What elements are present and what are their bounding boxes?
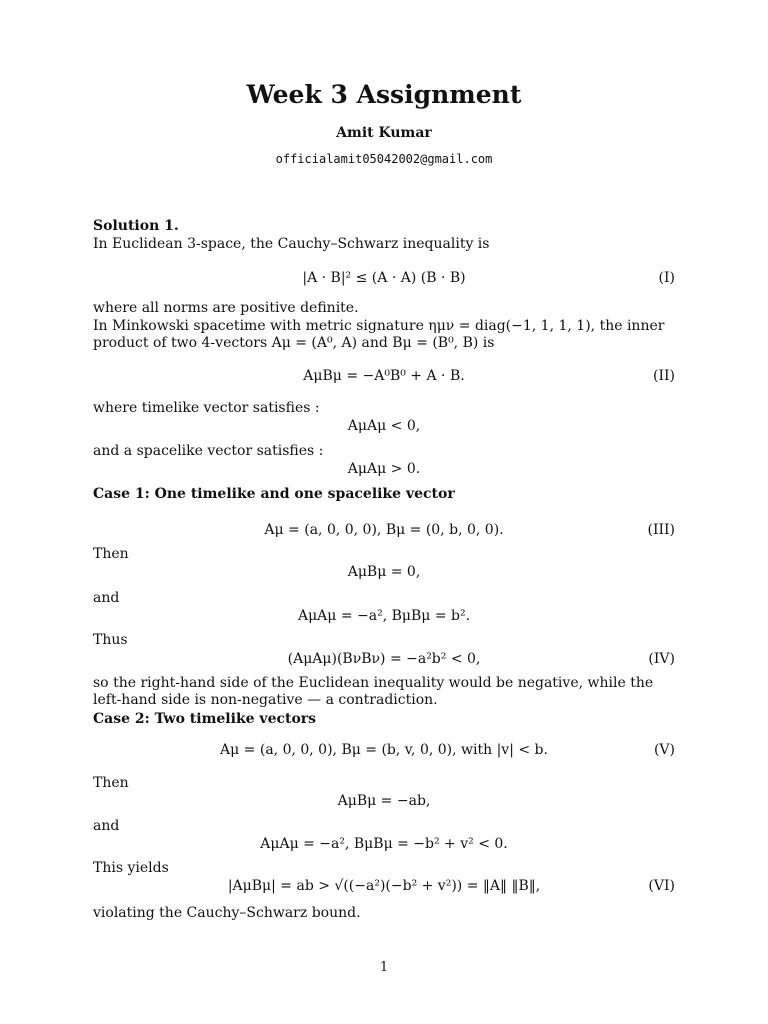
- spacelike-equation: AμAμ > 0.: [347, 461, 421, 477]
- then-equation-1: AμBμ = 0,: [347, 564, 421, 580]
- timelike-equation: AμAμ < 0,: [347, 418, 421, 434]
- case-2-heading: Case 2: Two timelike vectors: [93, 711, 317, 727]
- author-name: Amit Kumar: [336, 125, 432, 141]
- thus-text: Thus: [93, 632, 128, 648]
- solution-heading: Solution 1.: [93, 218, 179, 234]
- equation-6-tag: (VI): [648, 878, 675, 894]
- minkowski-text: In Minkowski spacetime with metric signature ημν = diag(−1, 1, 1, 1), the inner product of two 4-vectors Aμ = (A⁰, A) and Bμ = (B⁰, B) is: [93, 318, 665, 351]
- page-title: Week 3 Assignment: [246, 80, 522, 109]
- yields-text: This yields: [93, 860, 169, 876]
- equation-1: |A · B|² ≤ (A · A) (B · B): [302, 270, 466, 286]
- then-text-1: Then: [93, 546, 129, 562]
- equation-3: Aμ = (a, 0, 0, 0), Bμ = (0, b, 0, 0).: [264, 522, 504, 538]
- then-text-2: Then: [93, 775, 129, 791]
- page-number: 1: [379, 960, 389, 975]
- equation-4-tag: (IV): [648, 651, 675, 667]
- final-text: violating the Cauchy–Schwarz bound.: [93, 905, 361, 921]
- then-equation-2: AμBμ = −ab,: [337, 793, 431, 809]
- equation-2-tag: (II): [653, 368, 675, 384]
- and-equation-2: AμAμ = −a², BμBμ = −b² + v² < 0.: [260, 836, 508, 852]
- equation-1-tag: (I): [658, 270, 675, 286]
- equation-2: AμBμ = −A⁰B⁰ + A · B.: [303, 368, 465, 384]
- spacelike-text: and a spacelike vector satisfies :: [93, 443, 324, 459]
- author-email: officialamit05042002@gmail.com: [275, 152, 493, 166]
- equation-3-tag: (III): [647, 522, 675, 538]
- norms-text: where all norms are positive definite.: [93, 300, 359, 316]
- equation-6: |AμBμ| = ab > √((−a²)(−b² + v²)) = ‖A‖ ‖B‖,: [227, 878, 541, 894]
- and-text-2: and: [93, 818, 120, 834]
- and-equation-1: AμAμ = −a², BμBμ = b².: [297, 608, 471, 624]
- case-1-heading: Case 1: One timelike and one spacelike vector: [93, 486, 455, 502]
- equation-5: Aμ = (a, 0, 0, 0), Bμ = (b, v, 0, 0), with |v| < b.: [220, 742, 548, 758]
- case-1-conclusion: so the right-hand side of the Euclidean inequality would be negative, while the left-hand side is non-negative — a contradiction.: [93, 675, 654, 708]
- and-text-1: and: [93, 590, 120, 606]
- equation-4: (AμAμ)(BνBν) = −a²b² < 0,: [287, 651, 481, 667]
- timelike-text: where timelike vector satisfies :: [93, 400, 320, 416]
- intro-text: In Euclidean 3-space, the Cauchy–Schwarz inequality is: [93, 236, 490, 252]
- equation-5-tag: (V): [653, 742, 675, 758]
